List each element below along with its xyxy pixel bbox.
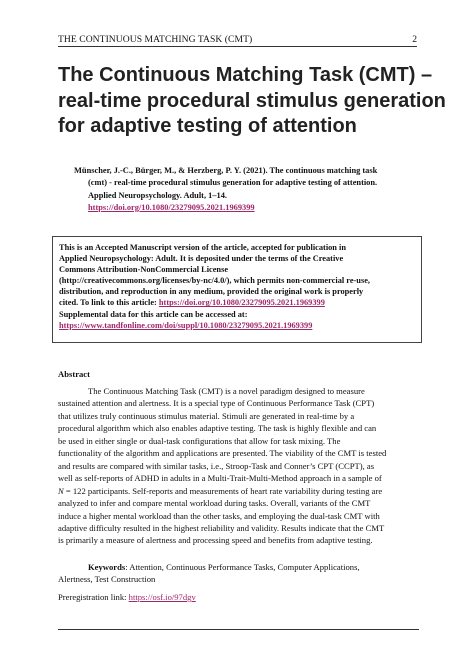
footer-rule <box>58 629 419 630</box>
abstract-line: The Continuous Matching Task (CMT) is a novel paradigm designed to measure <box>88 386 365 396</box>
page-number: 2 <box>412 34 417 45</box>
preregistration <box>58 592 196 602</box>
abstract-heading: Abstract <box>58 369 90 379</box>
notice-link-prefix: cited. To link to this article: <box>59 298 159 308</box>
abstract-line: induce a higher mental workload than the other tasks, and employing the dual-task CMT with <box>58 510 380 521</box>
preregistration-label: Preregistration link: <box>58 592 129 602</box>
notice-line: This is an Accepted Manuscript version of the article, accepted for publication in <box>59 243 346 252</box>
abstract-line: procedural algorithm which also enables adaptive testing. The task is highly flexible and can <box>58 423 377 434</box>
keywords-list: : Attention, Continuous Performance Tasks, Computer Applications, <box>125 562 360 572</box>
abstract-line: is primarily a measure of alertness and processing speed and benefits from adaptive testing. <box>58 535 373 546</box>
title-line: real-time procedural stimulus generation <box>58 89 446 112</box>
running-head <box>58 34 417 47</box>
citation-block <box>74 165 422 214</box>
preregistration-link[interactable]: https://osf.io/97dgv <box>128 592 196 602</box>
abstract-line: that utilizes truly continuous stimulus material. Stimuli are generated in real-time by a <box>58 410 355 421</box>
accepted-manuscript-notice <box>52 236 422 343</box>
abstract-body <box>58 385 419 547</box>
supplemental-link[interactable]: https://www.tandfonline.com/doi/suppl/10.1080/23279095.2021.1969399 <box>59 320 313 330</box>
citation-doi-link[interactable]: https://doi.org/10.1080/23279095.2021.1969399 <box>88 202 255 212</box>
running-head-title: THE CONTINUOUS MATCHING TASK (CMT) <box>58 34 253 45</box>
keywords-list-continued: Alertness, Test Construction <box>58 574 156 585</box>
article-title <box>58 63 446 140</box>
title-line: The Continuous Matching Task (CMT) – <box>58 64 433 86</box>
abstract-line-n-rest: = 122 participants. Self-reports and measurements of heart rate variability during testing are <box>63 485 383 496</box>
citation-line: Applied Neuropsychology. Adult, 1–14. <box>88 190 227 200</box>
abstract-line-n <box>58 485 419 497</box>
sample-size-symbol: N <box>58 485 64 496</box>
citation-line: (cmt) - real-time procedural stimulus generation for adaptive testing of attention. <box>88 178 378 188</box>
header-rule <box>58 46 417 47</box>
abstract-line: functionality of the algorithm and applications are presented. The viability of the CMT is tested <box>58 448 387 459</box>
abstract-line: sustained attention and alertness. It is a special type of Continuous Performance Task (CPT) <box>58 398 375 409</box>
notice-doi-link[interactable]: https://doi.org/10.1080/23279095.2021.1969399 <box>158 298 325 308</box>
abstract-line: adaptive difficulty resulted in the highest reliability and validity. Results indicate that the CMT <box>58 522 385 533</box>
title-line: for adaptive testing of attention <box>58 115 357 137</box>
notice-line: distribution, and reproduction in any medium, provided the original work is properly <box>59 287 364 297</box>
notice-line: (http://creativecommons.org/licenses/by-nc/4.0/), which permits non-commercial re-use, <box>59 276 370 286</box>
abstract-line: well as self-reports of ADHD in adults in a Multi-Trait-Multi-Method approach in a sample of <box>58 473 382 484</box>
supplemental-text: Supplemental data for this article can be accessed at: <box>59 309 248 319</box>
abstract-line: analyzed to infer and compare mental workload during tasks. Overall, variants of the CMT <box>58 498 371 509</box>
notice-line: Applied Neuropsychology: Adult. It is deposited under the terms of the Creative <box>59 254 344 264</box>
keywords-label: Keywords <box>88 562 126 572</box>
abstract-line: and results are compared with similar tasks, i.e., Stroop-Task and Conner’s CPT (CCPT), as <box>58 460 375 471</box>
notice-line: Commons Attribution-NonCommercial License <box>59 265 229 275</box>
keywords-block <box>58 561 419 586</box>
abstract-line: be used in either single or dual-task configurations that allow for task mixing. The <box>58 435 341 446</box>
citation-line: Münscher, J.-C., Bürger, M., & Herzberg, P. Y. (2021). The continuous matching task <box>74 166 378 175</box>
